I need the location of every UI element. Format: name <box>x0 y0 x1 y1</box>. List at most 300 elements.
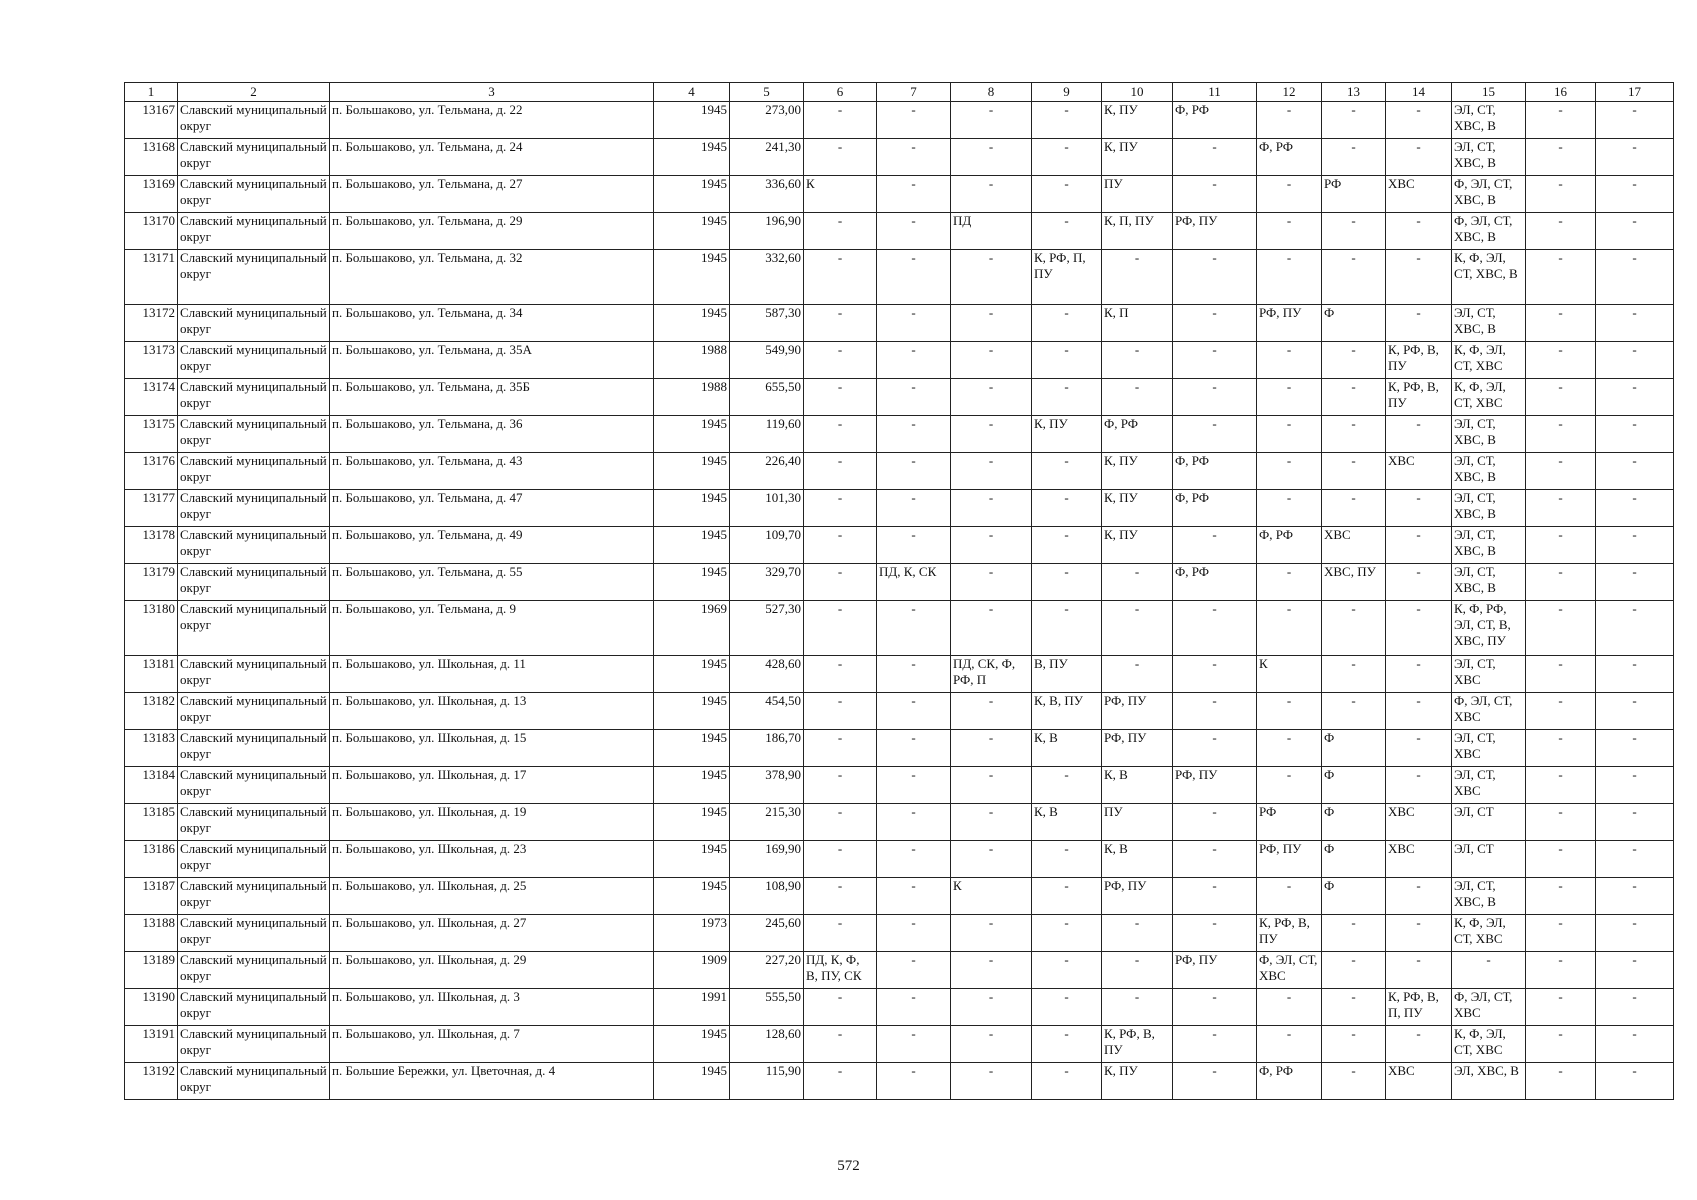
cell-col-13: Ф <box>1322 841 1386 878</box>
cell-col-14: - <box>1386 564 1452 601</box>
cell-year: 1945 <box>654 730 730 767</box>
cell-year: 1945 <box>654 527 730 564</box>
cell-col-16: - <box>1526 453 1596 490</box>
cell-col-13: ХВС <box>1322 527 1386 564</box>
cell-year: 1945 <box>654 1026 730 1063</box>
cell-year: 1988 <box>654 342 730 379</box>
cell-col-14: - <box>1386 952 1452 989</box>
cell-col-7: - <box>877 804 951 841</box>
cell-col-11: - <box>1173 804 1257 841</box>
table-body <box>125 102 1674 1100</box>
cell-col-17: - <box>1596 305 1674 342</box>
cell-col-14: - <box>1386 305 1452 342</box>
cell-district: Славский муниципальный округ <box>178 915 330 952</box>
cell-area: 196,90 <box>730 213 804 250</box>
cell-area: 186,70 <box>730 730 804 767</box>
cell-col-12: - <box>1257 102 1322 139</box>
cell-col-8: К <box>951 878 1032 915</box>
cell-col-17: - <box>1596 915 1674 952</box>
cell-col-7: - <box>877 139 951 176</box>
column-header-11: 11 <box>1173 83 1257 102</box>
cell-col-7: - <box>877 915 951 952</box>
cell-address: п. Большаково, ул. Школьная, д. 27 <box>330 915 654 952</box>
cell-col-16: - <box>1526 416 1596 453</box>
cell-col-15: ЭЛ, СТ, ХВС, В <box>1452 102 1526 139</box>
cell-col-10: К, ПУ <box>1102 490 1173 527</box>
cell-col-10: - <box>1102 379 1173 416</box>
cell-col-9: - <box>1032 490 1102 527</box>
cell-col-10: К, ПУ <box>1102 139 1173 176</box>
cell-col-8: - <box>951 490 1032 527</box>
cell-col-15: ЭЛ, СТ, ХВС, В <box>1452 527 1526 564</box>
column-header-6: 6 <box>804 83 877 102</box>
cell-col-10: - <box>1102 989 1173 1026</box>
cell-col-12: Ф, РФ <box>1257 527 1322 564</box>
cell-row-number: 13169 <box>125 176 178 213</box>
cell-col-17: - <box>1596 989 1674 1026</box>
cell-address: п. Большаково, ул. Школьная, д. 23 <box>330 841 654 878</box>
cell-row-number: 13181 <box>125 656 178 693</box>
cell-col-12: - <box>1257 490 1322 527</box>
cell-row-number: 13191 <box>125 1026 178 1063</box>
cell-col-10: - <box>1102 656 1173 693</box>
cell-col-11: - <box>1173 342 1257 379</box>
cell-year: 1945 <box>654 305 730 342</box>
cell-col-16: - <box>1526 305 1596 342</box>
cell-district: Славский муниципальный округ <box>178 656 330 693</box>
cell-area: 428,60 <box>730 656 804 693</box>
cell-col-15: Ф, ЭЛ, СТ, ХВС <box>1452 693 1526 730</box>
cell-col-6: - <box>804 1026 877 1063</box>
cell-col-6: - <box>804 730 877 767</box>
cell-address: п. Большаково, ул. Школьная, д. 3 <box>330 989 654 1026</box>
cell-col-15: ЭЛ, СТ, ХВС, В <box>1452 139 1526 176</box>
cell-col-14: ХВС <box>1386 804 1452 841</box>
cell-col-10: - <box>1102 250 1173 305</box>
column-header-3: 3 <box>330 83 654 102</box>
cell-col-7: - <box>877 1063 951 1100</box>
cell-row-number: 13176 <box>125 453 178 490</box>
cell-col-11: - <box>1173 841 1257 878</box>
cell-district: Славский муниципальный округ <box>178 952 330 989</box>
cell-col-12: РФ, ПУ <box>1257 841 1322 878</box>
cell-row-number: 13190 <box>125 989 178 1026</box>
cell-col-13: - <box>1322 693 1386 730</box>
cell-address: п. Большаково, ул. Школьная, д. 17 <box>330 767 654 804</box>
cell-col-8: - <box>951 379 1032 416</box>
cell-col-7: - <box>877 767 951 804</box>
cell-row-number: 13171 <box>125 250 178 305</box>
cell-address: п. Большаково, ул. Тельмана, д. 35А <box>330 342 654 379</box>
cell-year: 1945 <box>654 102 730 139</box>
cell-address: п. Большаково, ул. Тельмана, д. 9 <box>330 601 654 656</box>
cell-col-9: - <box>1032 379 1102 416</box>
cell-col-9: - <box>1032 453 1102 490</box>
cell-col-11: - <box>1173 1063 1257 1100</box>
table-row <box>125 878 1674 915</box>
cell-col-13: - <box>1322 213 1386 250</box>
table-row <box>125 841 1674 878</box>
cell-col-12: - <box>1257 1026 1322 1063</box>
cell-col-17: - <box>1596 656 1674 693</box>
cell-col-10: ПУ <box>1102 804 1173 841</box>
cell-col-8: ПД, СК, Ф, РФ, П <box>951 656 1032 693</box>
cell-col-8: - <box>951 250 1032 305</box>
cell-col-7: - <box>877 213 951 250</box>
column-header-15: 15 <box>1452 83 1526 102</box>
column-header-16: 16 <box>1526 83 1596 102</box>
cell-col-6: - <box>804 564 877 601</box>
cell-col-6: - <box>804 102 877 139</box>
cell-col-10: - <box>1102 952 1173 989</box>
cell-col-6: - <box>804 989 877 1026</box>
cell-area: 101,30 <box>730 490 804 527</box>
cell-area: 527,30 <box>730 601 804 656</box>
cell-col-14: ХВС <box>1386 841 1452 878</box>
cell-col-7: - <box>877 453 951 490</box>
cell-col-12: - <box>1257 693 1322 730</box>
cell-col-17: - <box>1596 490 1674 527</box>
cell-col-10: К, П <box>1102 305 1173 342</box>
cell-district: Славский муниципальный округ <box>178 250 330 305</box>
cell-area: 119,60 <box>730 416 804 453</box>
table-row <box>125 416 1674 453</box>
cell-year: 1945 <box>654 250 730 305</box>
cell-col-8: - <box>951 601 1032 656</box>
cell-col-12: - <box>1257 250 1322 305</box>
cell-area: 109,70 <box>730 527 804 564</box>
cell-col-12: Ф, ЭЛ, СТ, ХВС <box>1257 952 1322 989</box>
cell-col-12: - <box>1257 213 1322 250</box>
cell-row-number: 13187 <box>125 878 178 915</box>
cell-col-7: - <box>877 989 951 1026</box>
cell-col-17: - <box>1596 952 1674 989</box>
cell-col-11: - <box>1173 176 1257 213</box>
cell-area: 128,60 <box>730 1026 804 1063</box>
column-header-4: 4 <box>654 83 730 102</box>
cell-area: 273,00 <box>730 102 804 139</box>
cell-col-12: Ф, РФ <box>1257 139 1322 176</box>
cell-col-17: - <box>1596 730 1674 767</box>
cell-address: п. Большаково, ул. Тельмана, д. 49 <box>330 527 654 564</box>
cell-area: 454,50 <box>730 693 804 730</box>
cell-col-11: Ф, РФ <box>1173 102 1257 139</box>
cell-address: п. Большаково, ул. Тельмана, д. 43 <box>330 453 654 490</box>
cell-col-11: Ф, РФ <box>1173 453 1257 490</box>
cell-row-number: 13189 <box>125 952 178 989</box>
cell-district: Славский муниципальный округ <box>178 102 330 139</box>
cell-col-8: - <box>951 989 1032 1026</box>
table-row <box>125 139 1674 176</box>
cell-address: п. Большаково, ул. Тельмана, д. 47 <box>330 490 654 527</box>
cell-district: Славский муниципальный округ <box>178 730 330 767</box>
cell-col-17: - <box>1596 379 1674 416</box>
cell-col-11: - <box>1173 305 1257 342</box>
cell-col-16: - <box>1526 213 1596 250</box>
cell-col-9: - <box>1032 527 1102 564</box>
cell-area: 549,90 <box>730 342 804 379</box>
cell-row-number: 13172 <box>125 305 178 342</box>
cell-col-15: ЭЛ, СТ, ХВС <box>1452 656 1526 693</box>
cell-col-8: - <box>951 804 1032 841</box>
cell-col-9: К, В, ПУ <box>1032 693 1102 730</box>
cell-col-16: - <box>1526 490 1596 527</box>
cell-col-16: - <box>1526 1026 1596 1063</box>
cell-row-number: 13179 <box>125 564 178 601</box>
table-row <box>125 102 1674 139</box>
cell-col-9: К, РФ, П, ПУ <box>1032 250 1102 305</box>
cell-col-9: В, ПУ <box>1032 656 1102 693</box>
table-row <box>125 527 1674 564</box>
cell-col-9: К, В <box>1032 730 1102 767</box>
cell-address: п. Большаково, ул. Школьная, д. 29 <box>330 952 654 989</box>
cell-area: 332,60 <box>730 250 804 305</box>
cell-row-number: 13192 <box>125 1063 178 1100</box>
cell-row-number: 13185 <box>125 804 178 841</box>
cell-col-9: - <box>1032 564 1102 601</box>
table-row <box>125 730 1674 767</box>
cell-col-11: - <box>1173 601 1257 656</box>
cell-col-11: - <box>1173 878 1257 915</box>
cell-col-11: - <box>1173 989 1257 1026</box>
cell-col-16: - <box>1526 693 1596 730</box>
cell-col-17: - <box>1596 564 1674 601</box>
cell-col-11: - <box>1173 1026 1257 1063</box>
cell-address: п. Большаково, ул. Тельмана, д. 55 <box>330 564 654 601</box>
register-table <box>124 82 1674 1100</box>
cell-col-13: - <box>1322 250 1386 305</box>
cell-col-11: - <box>1173 139 1257 176</box>
cell-col-14: - <box>1386 878 1452 915</box>
table-row <box>125 693 1674 730</box>
cell-col-8: - <box>951 841 1032 878</box>
cell-col-8: - <box>951 767 1032 804</box>
cell-district: Славский муниципальный округ <box>178 878 330 915</box>
cell-col-10: - <box>1102 915 1173 952</box>
header-row <box>125 83 1674 102</box>
cell-col-16: - <box>1526 656 1596 693</box>
cell-col-17: - <box>1596 878 1674 915</box>
cell-col-7: - <box>877 102 951 139</box>
cell-address: п. Большаково, ул. Школьная, д. 13 <box>330 693 654 730</box>
cell-col-8: - <box>951 693 1032 730</box>
cell-col-11: - <box>1173 379 1257 416</box>
cell-col-9: - <box>1032 601 1102 656</box>
cell-col-13: Ф <box>1322 804 1386 841</box>
cell-col-11: - <box>1173 250 1257 305</box>
cell-col-13: - <box>1322 1063 1386 1100</box>
cell-col-14: К, РФ, В, ПУ <box>1386 379 1452 416</box>
cell-col-11: - <box>1173 915 1257 952</box>
cell-col-7: - <box>877 1026 951 1063</box>
cell-col-9: - <box>1032 213 1102 250</box>
cell-col-15: ЭЛ, ХВС, В <box>1452 1063 1526 1100</box>
cell-year: 1969 <box>654 601 730 656</box>
cell-col-6: - <box>804 139 877 176</box>
table-row <box>125 601 1674 656</box>
cell-col-6: К <box>804 176 877 213</box>
cell-row-number: 13170 <box>125 213 178 250</box>
cell-year: 1973 <box>654 915 730 952</box>
cell-col-6: - <box>804 379 877 416</box>
cell-col-15: ЭЛ, СТ, ХВС, В <box>1452 453 1526 490</box>
cell-col-12: - <box>1257 453 1322 490</box>
cell-district: Славский муниципальный округ <box>178 693 330 730</box>
cell-col-8: - <box>951 527 1032 564</box>
cell-col-11: - <box>1173 527 1257 564</box>
cell-col-9: - <box>1032 1063 1102 1100</box>
cell-col-13: - <box>1322 453 1386 490</box>
cell-col-12: - <box>1257 379 1322 416</box>
cell-col-17: - <box>1596 453 1674 490</box>
cell-col-12: К, РФ, В, ПУ <box>1257 915 1322 952</box>
cell-col-16: - <box>1526 379 1596 416</box>
cell-district: Славский муниципальный округ <box>178 139 330 176</box>
cell-col-10: К, ПУ <box>1102 1063 1173 1100</box>
cell-col-9: - <box>1032 139 1102 176</box>
page-number: 572 <box>837 1158 860 1174</box>
cell-col-9: - <box>1032 841 1102 878</box>
cell-col-13: - <box>1322 416 1386 453</box>
cell-address: п. Большаково, ул. Тельмана, д. 36 <box>330 416 654 453</box>
cell-col-13: Ф <box>1322 730 1386 767</box>
cell-col-9: - <box>1032 915 1102 952</box>
cell-col-17: - <box>1596 1026 1674 1063</box>
cell-col-14: - <box>1386 1026 1452 1063</box>
cell-col-6: - <box>804 841 877 878</box>
cell-col-15: К, Ф, ЭЛ, СТ, ХВС <box>1452 342 1526 379</box>
cell-col-14: - <box>1386 767 1452 804</box>
cell-col-11: - <box>1173 730 1257 767</box>
cell-col-17: - <box>1596 416 1674 453</box>
cell-col-8: - <box>951 915 1032 952</box>
cell-col-13: Ф <box>1322 305 1386 342</box>
cell-col-6: - <box>804 527 877 564</box>
cell-year: 1945 <box>654 139 730 176</box>
cell-col-10: К, В <box>1102 767 1173 804</box>
cell-year: 1945 <box>654 878 730 915</box>
cell-address: п. Большаково, ул. Тельмана, д. 22 <box>330 102 654 139</box>
cell-col-7: - <box>877 730 951 767</box>
cell-col-17: - <box>1596 176 1674 213</box>
table-row <box>125 989 1674 1026</box>
cell-row-number: 13167 <box>125 102 178 139</box>
cell-address: п. Большаково, ул. Школьная, д. 25 <box>330 878 654 915</box>
cell-row-number: 13174 <box>125 379 178 416</box>
cell-col-17: - <box>1596 601 1674 656</box>
cell-col-14: - <box>1386 490 1452 527</box>
table-row <box>125 490 1674 527</box>
cell-col-6: - <box>804 878 877 915</box>
cell-year: 1945 <box>654 490 730 527</box>
cell-year: 1909 <box>654 952 730 989</box>
cell-col-6: - <box>804 453 877 490</box>
cell-col-6: - <box>804 915 877 952</box>
cell-col-7: - <box>877 693 951 730</box>
cell-col-13: - <box>1322 915 1386 952</box>
table-row <box>125 1063 1674 1100</box>
cell-col-13: - <box>1322 102 1386 139</box>
cell-col-8: - <box>951 305 1032 342</box>
cell-area: 115,90 <box>730 1063 804 1100</box>
cell-col-9: - <box>1032 989 1102 1026</box>
table-row <box>125 952 1674 989</box>
cell-col-12: РФ <box>1257 804 1322 841</box>
cell-district: Славский муниципальный округ <box>178 564 330 601</box>
cell-area: 241,30 <box>730 139 804 176</box>
cell-col-14: - <box>1386 213 1452 250</box>
cell-year: 1945 <box>654 416 730 453</box>
cell-col-12: - <box>1257 989 1322 1026</box>
cell-area: 108,90 <box>730 878 804 915</box>
cell-row-number: 13168 <box>125 139 178 176</box>
cell-col-14: - <box>1386 656 1452 693</box>
table-row <box>125 656 1674 693</box>
cell-col-9: К, В <box>1032 804 1102 841</box>
cell-col-12: РФ, ПУ <box>1257 305 1322 342</box>
cell-col-8: - <box>951 342 1032 379</box>
cell-col-10: - <box>1102 601 1173 656</box>
cell-col-13: - <box>1322 601 1386 656</box>
cell-col-7: - <box>877 878 951 915</box>
cell-col-12: - <box>1257 767 1322 804</box>
cell-col-13: - <box>1322 342 1386 379</box>
cell-col-7: - <box>877 601 951 656</box>
cell-col-8: - <box>951 139 1032 176</box>
table-row <box>125 767 1674 804</box>
cell-col-17: - <box>1596 693 1674 730</box>
column-header-12: 12 <box>1257 83 1322 102</box>
cell-col-10: РФ, ПУ <box>1102 878 1173 915</box>
cell-year: 1988 <box>654 379 730 416</box>
cell-col-13: - <box>1322 490 1386 527</box>
cell-col-10: РФ, ПУ <box>1102 693 1173 730</box>
cell-col-15: К, Ф, ЭЛ, СТ, ХВС <box>1452 1026 1526 1063</box>
cell-year: 1945 <box>654 564 730 601</box>
cell-col-7: - <box>877 841 951 878</box>
cell-year: 1945 <box>654 176 730 213</box>
column-header-13: 13 <box>1322 83 1386 102</box>
cell-area: 378,90 <box>730 767 804 804</box>
cell-col-16: - <box>1526 804 1596 841</box>
cell-col-6: - <box>804 305 877 342</box>
cell-col-10: К, П, ПУ <box>1102 213 1173 250</box>
cell-col-9: - <box>1032 767 1102 804</box>
cell-col-6: - <box>804 656 877 693</box>
cell-col-14: ХВС <box>1386 176 1452 213</box>
cell-district: Славский муниципальный округ <box>178 989 330 1026</box>
cell-col-12: - <box>1257 342 1322 379</box>
table-row <box>125 1026 1674 1063</box>
cell-year: 1945 <box>654 767 730 804</box>
cell-col-15: ЭЛ, СТ, ХВС, В <box>1452 416 1526 453</box>
table-row <box>125 564 1674 601</box>
cell-col-11: - <box>1173 693 1257 730</box>
cell-col-14: - <box>1386 730 1452 767</box>
cell-col-11: РФ, ПУ <box>1173 767 1257 804</box>
cell-col-6: ПД, К, Ф, В, ПУ, СК <box>804 952 877 989</box>
cell-area: 336,60 <box>730 176 804 213</box>
column-header-17: 17 <box>1596 83 1674 102</box>
cell-col-16: - <box>1526 878 1596 915</box>
cell-address: п. Большаково, ул. Тельмана, д. 32 <box>330 250 654 305</box>
cell-area: 555,50 <box>730 989 804 1026</box>
cell-row-number: 13173 <box>125 342 178 379</box>
cell-col-14: - <box>1386 693 1452 730</box>
cell-col-9: - <box>1032 878 1102 915</box>
cell-address: п. Большаково, ул. Школьная, д. 11 <box>330 656 654 693</box>
cell-row-number: 13186 <box>125 841 178 878</box>
